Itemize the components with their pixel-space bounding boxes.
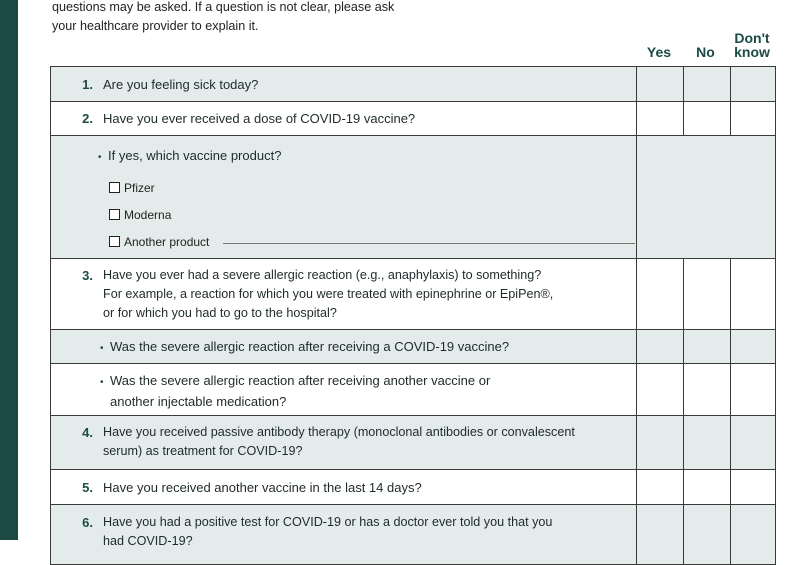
question-line: Have you ever received a dose of COVID-19 vaccine? [103, 111, 416, 126]
question-text [103, 266, 623, 323]
column-header-no: No [696, 44, 715, 60]
answer-dont-know-cell[interactable] [730, 416, 777, 469]
answer-dont-know-cell[interactable] [730, 330, 777, 363]
answer-no-cell[interactable] [683, 505, 730, 564]
answer-dont-know-cell[interactable] [730, 470, 777, 504]
vaccine-product-row [50, 136, 776, 259]
question-line: or for which you had to go to the hospital? [103, 306, 337, 320]
answer-yes-cell[interactable] [636, 416, 683, 469]
answer-yes-cell[interactable] [636, 67, 683, 101]
question-line: If yes, which vaccine product? [108, 148, 282, 163]
answer-yes-cell[interactable] [636, 505, 683, 564]
screening-questions-table [50, 66, 776, 565]
question-number: 3. [82, 268, 93, 283]
question-line: Have you received another vaccine in the last 14 days? [103, 480, 422, 495]
intro-text [52, 0, 412, 36]
answer-yes-cell[interactable] [636, 102, 683, 135]
question-line: Have you ever had a severe allergic reaction (e.g., anaphylaxis) to something? [103, 268, 542, 282]
left-accent-bar [0, 0, 18, 540]
answer-no-cell[interactable] [683, 364, 730, 415]
dont-know-line-2: know [734, 44, 770, 60]
question-line: Was the severe allergic reaction after receiving a COVID-19 vaccine? [110, 339, 510, 354]
dont-know-line-1: Don't [734, 30, 770, 46]
question-number: 4. [82, 425, 93, 440]
question-line: Have you received passive antibody therapy (monoclonal antibodies or convalescent [103, 425, 575, 439]
answer-dont-know-cell[interactable] [730, 505, 777, 564]
option-label: Moderna [124, 208, 172, 222]
checkbox-icon[interactable] [109, 236, 120, 247]
answer-yes-cell[interactable] [636, 364, 683, 415]
question-number: 1. [82, 77, 93, 92]
question-number: 6. [82, 515, 93, 530]
allergic-reaction-other-row [50, 364, 776, 416]
question-row-2 [50, 102, 776, 136]
option-pfizer[interactable] [109, 181, 155, 195]
intro-line-2: your healthcare provider to explain it. [52, 19, 259, 33]
question-line: Have you had a positive test for COVID-19 or has a doctor ever told you that you [103, 515, 553, 529]
question-row-6 [50, 505, 776, 565]
bullet-icon: • [100, 343, 104, 354]
answer-dont-know-cell[interactable] [730, 102, 777, 135]
answer-no-cell[interactable] [683, 259, 730, 329]
question-row-1 [50, 67, 776, 102]
question-text [100, 371, 620, 411]
column-header-yes: Yes [646, 44, 672, 60]
another-product-write-in-line[interactable] [223, 243, 635, 244]
question-line: Was the severe allergic reaction after receiving another vaccine or [110, 373, 491, 388]
option-another-product[interactable] [109, 235, 209, 249]
question-line: another injectable medication? [110, 394, 287, 409]
answer-dont-know-cell[interactable] [730, 259, 777, 329]
answer-no-cell[interactable] [683, 67, 730, 101]
question-row-3 [50, 259, 776, 330]
allergic-reaction-covid-row [50, 330, 776, 364]
question-text [103, 423, 623, 461]
answer-no-cell[interactable] [683, 330, 730, 363]
option-moderna[interactable] [109, 208, 171, 222]
option-label: Another product [124, 235, 210, 249]
question-text [103, 109, 623, 128]
question-number: 5. [82, 480, 93, 495]
option-label: Pfizer [124, 181, 155, 195]
answer-yes-cell[interactable] [636, 470, 683, 504]
answer-no-cell[interactable] [683, 470, 730, 504]
question-line: serum) as treatment for COVID-19? [103, 444, 303, 458]
question-text [103, 478, 623, 497]
question-text [103, 513, 623, 551]
question-line: Are you feeling sick today? [103, 77, 259, 92]
answer-no-cell[interactable] [683, 416, 730, 469]
question-text [103, 75, 623, 94]
intro-line-1: questions may be asked. If a question is not clear, please ask [52, 0, 395, 14]
answer-no-cell[interactable] [683, 102, 730, 135]
question-line: For example, a reaction for which you were treated with epinephrine or EpiPen®, [103, 287, 554, 301]
question-text [98, 146, 618, 167]
answer-dont-know-cell[interactable] [730, 67, 777, 101]
column-header-dont-know [729, 31, 775, 59]
bullet-icon: • [100, 377, 104, 388]
checkbox-icon[interactable] [109, 182, 120, 193]
question-line: had COVID-19? [103, 534, 193, 548]
answer-yes-cell[interactable] [636, 330, 683, 363]
bullet-icon: • [98, 152, 102, 163]
question-row-4 [50, 416, 776, 470]
answer-yes-cell[interactable] [636, 259, 683, 329]
question-number: 2. [82, 111, 93, 126]
question-row-5 [50, 470, 776, 505]
question-text [100, 337, 620, 358]
answer-dont-know-cell[interactable] [730, 364, 777, 415]
checkbox-icon[interactable] [109, 209, 120, 220]
